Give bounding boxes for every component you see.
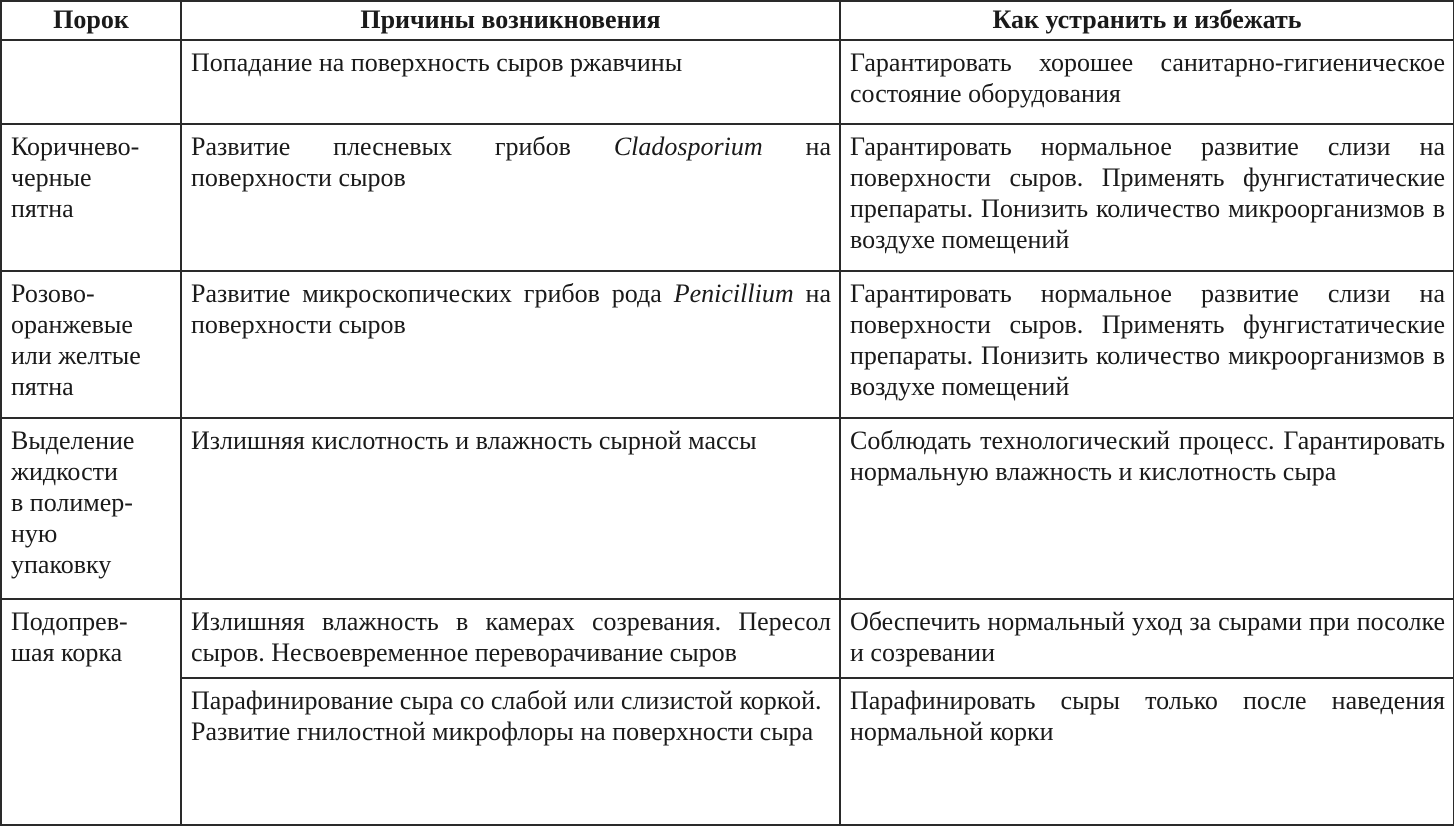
fungus-name: Penicillium <box>673 279 794 308</box>
table-row <box>1 40 1454 124</box>
cause-text: на поверхности сыров <box>191 279 831 339</box>
defect-line: черные <box>11 163 92 192</box>
header-causes: Причины возникновения <box>181 1 840 40</box>
defect-line: Коричнево- <box>11 132 140 161</box>
defect-line: Выделение <box>11 426 135 455</box>
cause-cell <box>181 124 840 271</box>
defect-line: жидкости <box>11 457 118 486</box>
table-header-row <box>1 1 1454 40</box>
remedy-cell: Соблюдать технологический процесс. Гарантировать нормальную влажность и кислотность сыра <box>840 418 1454 599</box>
defect-line: пятна <box>11 194 74 223</box>
remedy-cell: Гарантировать нормальное развитие слизи на поверхности сыров. Применять фунгистатические препараты. Понизить количество микроорганизмов в воздухе помещений <box>840 271 1454 418</box>
defect-cell <box>1 271 181 418</box>
defect-line: оранжевые <box>11 310 133 339</box>
cause-cell: Попадание на поверхность сыров ржавчины <box>181 40 840 124</box>
remedy-cell: Парафинировать сыры только после наведения нормальной корки <box>840 678 1454 825</box>
defect-line: или желтые <box>11 341 141 370</box>
table-row <box>1 271 1454 418</box>
defect-cell <box>1 40 181 124</box>
cause-text: на поверхности сыров <box>191 132 831 192</box>
remedy-cell: Гарантировать хорошее санитарно-гигиеническое состояние оборудования <box>840 40 1454 124</box>
table-row <box>1 599 1454 678</box>
defect-line: Подопрев- <box>11 607 128 636</box>
cause-line: Развитие гнилостной микрофлоры на поверхности сыра <box>191 717 814 746</box>
cause-cell <box>181 271 840 418</box>
defect-line: в полимер- <box>11 488 133 517</box>
defect-line: ную <box>11 519 58 548</box>
table-row <box>1 418 1454 599</box>
defect-cell <box>1 418 181 599</box>
cause-text: Развитие плесневых грибов <box>191 132 614 161</box>
remedy-cell: Гарантировать нормальное развитие слизи на поверхности сыров. Применять фунгистатические препараты. Понизить количество микроорганизмов в воздухе помещений <box>840 124 1454 271</box>
table-row <box>1 678 1454 825</box>
fungus-name: Cladosporium <box>613 132 763 161</box>
header-remedy: Как устранить и избежать <box>840 1 1454 40</box>
remedy-cell: Обеспечить нормальный уход за сырами при посолке и созревании <box>840 599 1454 678</box>
defect-line: упаковку <box>11 550 112 579</box>
cause-cell <box>181 678 840 825</box>
header-defect: Порок <box>1 1 181 40</box>
cause-cell: Излишняя кислотность и влажность сырной массы <box>181 418 840 599</box>
defect-line: Розово- <box>11 279 95 308</box>
defect-line: пятна <box>11 372 74 401</box>
table-row <box>1 124 1454 271</box>
defect-cell <box>1 599 181 825</box>
cause-line: Парафинирование сыра со слабой или слизистой коркой. <box>191 686 822 715</box>
defect-line: шая корка <box>11 638 123 667</box>
cause-text: Развитие микроскопических грибов рода <box>191 279 674 308</box>
defect-cell <box>1 124 181 271</box>
cause-cell: Излишняя влажность в камерах созревания. Пересол сыров. Несвоевременное переворачивание сыров <box>181 599 840 678</box>
